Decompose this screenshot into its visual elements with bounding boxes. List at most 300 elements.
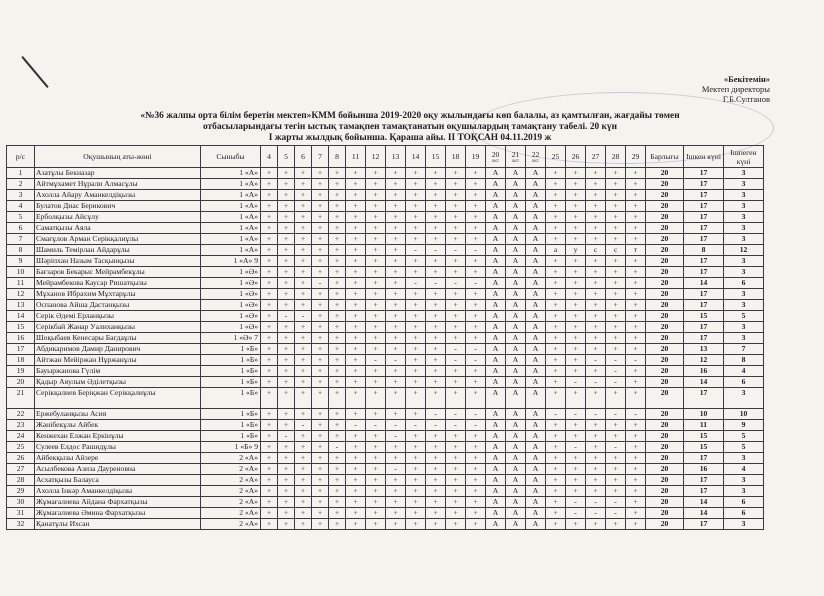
day-mark: + — [386, 322, 406, 333]
day-mark: + — [406, 190, 426, 201]
day-mark: A — [506, 519, 526, 530]
day-mark: A — [526, 464, 546, 475]
day-mark: + — [295, 179, 312, 190]
day-mark: + — [278, 355, 295, 366]
day-mark: + — [295, 201, 312, 212]
day-mark: + — [606, 420, 626, 431]
day-mark: + — [466, 475, 486, 486]
day-mark: - — [295, 420, 312, 431]
col-name: Оқушының аты-жөні — [35, 146, 201, 168]
day-mark: + — [278, 333, 295, 344]
day-mark: + — [426, 179, 446, 190]
day-mark: + — [261, 223, 278, 234]
total-days: 20 — [646, 464, 684, 475]
day-mark: - — [446, 420, 466, 431]
day-mark: + — [386, 190, 406, 201]
eaten-days: 13 — [684, 344, 724, 355]
row-number: 6 — [7, 223, 35, 234]
day-mark: A — [486, 278, 506, 289]
day-mark: A — [506, 508, 526, 519]
missed-days: 3 — [724, 486, 764, 497]
row-number: 29 — [7, 486, 35, 497]
day-mark: A — [486, 366, 506, 377]
day-mark: - — [366, 420, 386, 431]
day-mark: + — [346, 355, 366, 366]
day-mark: - — [586, 497, 606, 508]
day-mark: + — [295, 475, 312, 486]
day-mark: + — [546, 377, 566, 388]
day-mark: + — [586, 322, 606, 333]
missed-days: 12 — [724, 245, 764, 256]
day-mark: + — [606, 475, 626, 486]
day-mark: + — [626, 475, 646, 486]
day-mark: + — [346, 497, 366, 508]
day-mark: + — [329, 190, 346, 201]
day-mark: + — [626, 212, 646, 223]
day-mark: + — [626, 420, 646, 431]
table-row — [7, 431, 764, 442]
total-days: 20 — [646, 388, 684, 409]
day-mark: + — [366, 190, 386, 201]
day-mark: A — [486, 475, 506, 486]
row-number: 24 — [7, 431, 35, 442]
day-mark: + — [426, 322, 446, 333]
day-mark: + — [261, 234, 278, 245]
day-mark: + — [312, 168, 329, 179]
row-number: 22 — [7, 409, 35, 420]
total-days: 20 — [646, 344, 684, 355]
day-mark: + — [626, 388, 646, 409]
day-mark: + — [386, 377, 406, 388]
day-mark: + — [546, 212, 566, 223]
day-mark: + — [346, 453, 366, 464]
table-row — [7, 464, 764, 475]
total-days: 20 — [646, 420, 684, 431]
student-class: 1 «Б» — [201, 366, 261, 377]
day-mark: A — [506, 278, 526, 289]
day-mark: + — [606, 190, 626, 201]
day-mark: + — [566, 486, 586, 497]
day-mark: - — [446, 278, 466, 289]
day-mark: + — [329, 212, 346, 223]
day-mark: + — [366, 519, 386, 530]
day-mark: + — [426, 168, 446, 179]
day-mark: A — [486, 256, 506, 267]
student-name: Азатұлы Бекназар — [35, 168, 201, 179]
col-day: 15 — [426, 146, 446, 168]
day-mark: + — [466, 234, 486, 245]
day-mark: + — [329, 223, 346, 234]
day-mark: + — [406, 464, 426, 475]
day-mark: + — [606, 344, 626, 355]
day-mark: + — [546, 223, 566, 234]
day-mark: + — [466, 333, 486, 344]
day-mark: + — [278, 234, 295, 245]
day-mark: + — [446, 300, 466, 311]
student-name: Оспанова Айша Дастанқызы — [35, 300, 201, 311]
day-mark: + — [295, 234, 312, 245]
day-mark: + — [446, 388, 466, 409]
row-number: 16 — [7, 333, 35, 344]
day-mark: + — [329, 278, 346, 289]
day-mark: + — [466, 366, 486, 377]
student-name: Мұханов Ибрахим Мұхтарұлы — [35, 289, 201, 300]
day-mark: + — [426, 508, 446, 519]
day-mark: + — [346, 179, 366, 190]
day-mark: A — [486, 431, 506, 442]
missed-days: 3 — [724, 234, 764, 245]
missed-days: 3 — [724, 168, 764, 179]
day-mark: + — [312, 289, 329, 300]
day-mark: + — [278, 201, 295, 212]
day-mark: + — [329, 486, 346, 497]
day-mark: + — [426, 256, 446, 267]
day-mark: + — [366, 377, 386, 388]
student-class: 1 «А» — [201, 245, 261, 256]
day-mark: + — [346, 475, 366, 486]
day-mark: + — [466, 519, 486, 530]
day-mark: A — [526, 377, 546, 388]
day-mark: + — [312, 344, 329, 355]
day-mark: + — [406, 234, 426, 245]
day-mark: + — [329, 475, 346, 486]
day-mark: + — [546, 464, 566, 475]
day-mark: A — [506, 311, 526, 322]
day-mark: + — [626, 431, 646, 442]
student-name: Серікбай Жанар Уалиханқызы — [35, 322, 201, 333]
day-mark: + — [466, 267, 486, 278]
student-name: Шоқыбаев Кенесары Бағдаұлы — [35, 333, 201, 344]
day-mark: A — [526, 420, 546, 431]
eaten-days: 14 — [684, 497, 724, 508]
day-mark: + — [586, 212, 606, 223]
eaten-days: 16 — [684, 464, 724, 475]
day-mark: + — [566, 388, 586, 409]
col-class: Сыныбы — [201, 146, 261, 168]
day-mark: + — [586, 344, 606, 355]
missed-days: 3 — [724, 388, 764, 409]
day-mark: + — [566, 212, 586, 223]
student-class: 2 «А» — [201, 475, 261, 486]
day-mark: - — [566, 497, 586, 508]
day-mark: + — [329, 234, 346, 245]
day-mark: + — [261, 168, 278, 179]
day-mark: + — [312, 377, 329, 388]
day-mark: + — [406, 453, 426, 464]
col-day: 8 — [329, 146, 346, 168]
day-mark: + — [386, 508, 406, 519]
student-class: 1 «А» — [201, 190, 261, 201]
eaten-days: 17 — [684, 333, 724, 344]
day-mark: + — [566, 267, 586, 278]
day-mark: + — [446, 190, 466, 201]
day-mark: A — [506, 245, 526, 256]
day-mark: + — [406, 366, 426, 377]
day-mark: A — [526, 322, 546, 333]
day-mark: + — [366, 453, 386, 464]
day-mark: + — [312, 355, 329, 366]
day-mark: + — [278, 300, 295, 311]
day-mark: A — [506, 190, 526, 201]
day-mark: + — [446, 311, 466, 322]
day-mark: + — [312, 475, 329, 486]
day-mark: + — [261, 431, 278, 442]
day-mark: + — [626, 344, 646, 355]
day-mark: A — [526, 278, 546, 289]
day-mark: A — [486, 322, 506, 333]
eaten-days: 17 — [684, 322, 724, 333]
day-mark: + — [346, 212, 366, 223]
day-mark: + — [406, 497, 426, 508]
col-day: 20 акт — [486, 146, 506, 168]
col-day: 14 — [406, 146, 426, 168]
day-mark: + — [329, 344, 346, 355]
eaten-days: 11 — [684, 420, 724, 431]
day-mark: + — [586, 442, 606, 453]
day-mark: + — [366, 497, 386, 508]
day-mark: + — [295, 322, 312, 333]
day-mark: + — [566, 366, 586, 377]
day-mark: + — [586, 201, 606, 212]
day-mark: + — [626, 289, 646, 300]
day-mark: + — [346, 519, 366, 530]
day-mark: + — [261, 355, 278, 366]
day-mark: + — [386, 223, 406, 234]
day-mark: + — [446, 289, 466, 300]
day-mark: - — [426, 409, 446, 420]
row-number: 8 — [7, 245, 35, 256]
day-mark: + — [346, 322, 366, 333]
day-mark: + — [546, 267, 566, 278]
day-mark: + — [386, 234, 406, 245]
day-mark: с — [606, 245, 626, 256]
day-mark: + — [278, 179, 295, 190]
day-mark: + — [606, 168, 626, 179]
eaten-days: 17 — [684, 453, 724, 464]
day-mark: + — [606, 322, 626, 333]
student-class: 1 «Ә» — [201, 311, 261, 322]
total-days: 20 — [646, 311, 684, 322]
day-mark: - — [626, 355, 646, 366]
day-mark: + — [426, 212, 446, 223]
student-class: 1 «А» 9 — [201, 256, 261, 267]
row-number: 9 — [7, 256, 35, 267]
total-days: 20 — [646, 377, 684, 388]
day-mark: + — [406, 486, 426, 497]
day-mark: + — [586, 289, 606, 300]
approval-label: «Бекітемін» — [723, 74, 770, 84]
day-mark: + — [406, 388, 426, 409]
day-mark: + — [586, 388, 606, 409]
day-mark: A — [526, 333, 546, 344]
day-mark: A — [506, 355, 526, 366]
day-mark: + — [329, 333, 346, 344]
day-mark: + — [261, 311, 278, 322]
day-mark: A — [486, 355, 506, 366]
day-mark: + — [406, 508, 426, 519]
student-class: 1 «Б» — [201, 355, 261, 366]
day-mark: + — [406, 168, 426, 179]
eaten-days: 15 — [684, 431, 724, 442]
day-mark: A — [506, 223, 526, 234]
missed-days: 3 — [724, 223, 764, 234]
day-mark: + — [606, 486, 626, 497]
day-mark: + — [386, 168, 406, 179]
eaten-days: 17 — [684, 223, 724, 234]
day-mark: A — [526, 388, 546, 409]
day-mark: + — [329, 245, 346, 256]
day-mark: + — [366, 179, 386, 190]
day-mark: A — [486, 190, 506, 201]
day-mark: + — [295, 344, 312, 355]
day-mark: + — [606, 256, 626, 267]
day-mark: + — [626, 453, 646, 464]
student-name: Смағұлов Арман Серікқалиұлы — [35, 234, 201, 245]
day-mark: + — [295, 300, 312, 311]
student-class: 1 «Б» — [201, 388, 261, 409]
day-mark: + — [586, 464, 606, 475]
row-number: 15 — [7, 322, 35, 333]
total-days: 20 — [646, 475, 684, 486]
student-name: Бауыржанова Гүлім — [35, 366, 201, 377]
day-mark: + — [261, 442, 278, 453]
day-mark: A — [526, 519, 546, 530]
day-mark: + — [426, 333, 446, 344]
student-class: 1 «А» — [201, 223, 261, 234]
day-mark: + — [566, 322, 586, 333]
day-mark: - — [466, 409, 486, 420]
day-mark: + — [346, 366, 366, 377]
day-mark: A — [506, 344, 526, 355]
day-mark: + — [346, 344, 366, 355]
day-mark: + — [566, 344, 586, 355]
day-mark: + — [406, 344, 426, 355]
day-mark: + — [261, 289, 278, 300]
day-mark: + — [261, 322, 278, 333]
day-mark: + — [566, 190, 586, 201]
day-mark: + — [366, 431, 386, 442]
day-mark: + — [329, 289, 346, 300]
day-mark: + — [466, 311, 486, 322]
day-mark: + — [426, 475, 446, 486]
eaten-days: 17 — [684, 475, 724, 486]
day-mark: + — [295, 508, 312, 519]
day-mark: + — [295, 519, 312, 530]
day-mark: + — [295, 409, 312, 420]
day-mark: A — [506, 453, 526, 464]
day-mark: - — [386, 420, 406, 431]
day-mark: + — [261, 420, 278, 431]
day-mark: - — [626, 409, 646, 420]
total-days: 20 — [646, 190, 684, 201]
day-mark: + — [366, 322, 386, 333]
day-mark: + — [406, 212, 426, 223]
day-mark: + — [546, 168, 566, 179]
day-mark: + — [346, 442, 366, 453]
day-mark: + — [446, 234, 466, 245]
day-mark: + — [278, 344, 295, 355]
day-mark: + — [366, 486, 386, 497]
day-mark: + — [278, 322, 295, 333]
day-mark: + — [366, 344, 386, 355]
col-day: 22 акт — [526, 146, 546, 168]
day-mark: + — [386, 245, 406, 256]
day-mark: у — [566, 245, 586, 256]
missed-days: 6 — [724, 508, 764, 519]
day-mark: A — [506, 322, 526, 333]
student-name: Булатов Диас Берикович — [35, 201, 201, 212]
day-mark: + — [295, 431, 312, 442]
day-mark: + — [546, 311, 566, 322]
day-mark: + — [566, 519, 586, 530]
day-mark: + — [446, 179, 466, 190]
day-mark: + — [366, 201, 386, 212]
missed-days: 4 — [724, 366, 764, 377]
day-mark: + — [466, 223, 486, 234]
day-mark: + — [312, 267, 329, 278]
day-mark: + — [329, 409, 346, 420]
student-name: Жәнібекұлы Айбек — [35, 420, 201, 431]
day-mark: + — [329, 431, 346, 442]
total-days: 20 — [646, 168, 684, 179]
table-row — [7, 453, 764, 464]
day-mark: + — [566, 431, 586, 442]
day-mark: + — [366, 442, 386, 453]
day-mark: + — [586, 333, 606, 344]
day-mark: + — [586, 267, 606, 278]
day-mark: + — [261, 245, 278, 256]
day-mark: + — [626, 256, 646, 267]
day-mark: A — [506, 234, 526, 245]
day-mark: + — [261, 409, 278, 420]
day-mark: + — [466, 486, 486, 497]
day-mark: - — [366, 355, 386, 366]
day-mark: + — [466, 431, 486, 442]
day-mark: + — [346, 388, 366, 409]
day-mark: + — [386, 475, 406, 486]
row-number: 27 — [7, 464, 35, 475]
day-mark: A — [506, 168, 526, 179]
day-mark: A — [486, 267, 506, 278]
day-mark: + — [586, 311, 606, 322]
day-mark: + — [346, 300, 366, 311]
day-mark: + — [406, 223, 426, 234]
day-mark: + — [278, 497, 295, 508]
student-name: Шамиль Темірлан Айдарұлы — [35, 245, 201, 256]
day-mark: + — [406, 201, 426, 212]
day-mark: + — [346, 464, 366, 475]
day-mark: + — [278, 278, 295, 289]
approval-position: Мектеп директоры — [701, 84, 770, 94]
day-mark: + — [312, 497, 329, 508]
day-mark: + — [546, 519, 566, 530]
col-day: 12 — [366, 146, 386, 168]
day-mark: + — [626, 486, 646, 497]
day-mark: + — [346, 223, 366, 234]
row-number: 20 — [7, 377, 35, 388]
day-mark: A — [526, 311, 546, 322]
day-mark: + — [586, 168, 606, 179]
day-mark: + — [346, 267, 366, 278]
day-mark: + — [466, 168, 486, 179]
student-name: Абдикаримов Дамир Данирович — [35, 344, 201, 355]
day-mark: A — [506, 212, 526, 223]
eaten-days: 17 — [684, 519, 724, 530]
day-mark: + — [346, 311, 366, 322]
day-mark: + — [606, 453, 626, 464]
day-mark: + — [329, 300, 346, 311]
day-mark: + — [446, 464, 466, 475]
